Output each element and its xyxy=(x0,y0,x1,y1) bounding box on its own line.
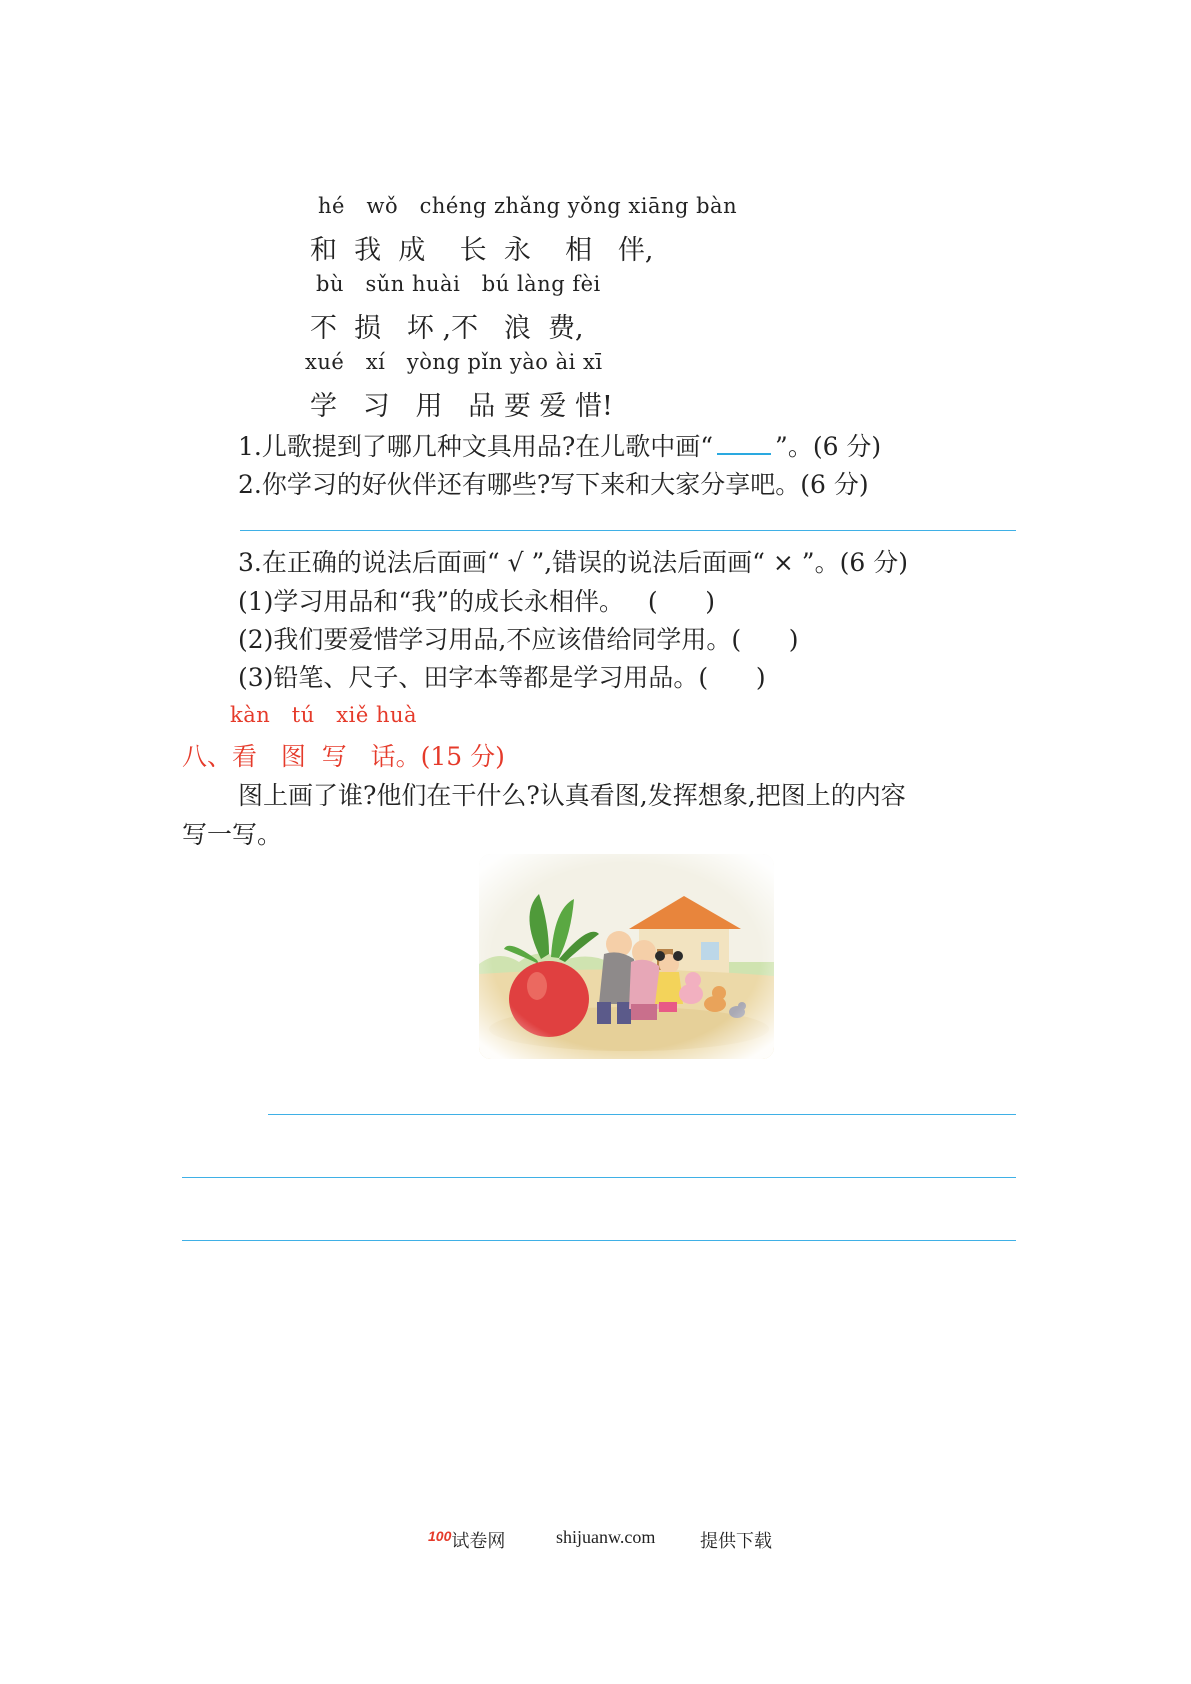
writing-line-1[interactable] xyxy=(268,1114,1016,1115)
pulling-radish-illustration xyxy=(479,854,774,1059)
section-8-pinyin: kàn tú xiě huà xyxy=(230,703,418,727)
underline-sample xyxy=(717,431,771,455)
site-name: 试卷网 xyxy=(451,1531,506,1551)
question-2: 2.你学习的好伙伴还有哪些?写下来和大家分享吧。(6 分) xyxy=(238,470,869,499)
poem-line1-pinyin: hé wǒ chéng zhǎng yǒng xiāng bàn xyxy=(318,194,738,218)
footer-logo[interactable] xyxy=(428,1527,505,1553)
writing-line-3[interactable] xyxy=(182,1240,1016,1241)
question-3-item-2[interactable]: (2)我们要爱惜学习用品,不应该借给同学用。( ) xyxy=(238,625,799,654)
answer-line-q2[interactable] xyxy=(240,530,1016,531)
footer-domain[interactable]: shijuanw.com xyxy=(556,1527,656,1547)
section-8-prompt-line1: 图上画了谁?他们在干什么?认真看图,发挥想象,把图上的内容 xyxy=(238,781,906,810)
section-8-title: 八、看 图 写 话。(15 分) xyxy=(182,742,505,771)
writing-line-2[interactable] xyxy=(182,1177,1016,1178)
question-1 xyxy=(238,427,881,463)
question-1-text-end: ”。(6 分) xyxy=(775,432,882,461)
poem-line2-pinyin: bù sǔn huài bú làng fèi xyxy=(316,272,601,296)
logo-number: 100 xyxy=(428,1528,452,1544)
poem-line3-pinyin: xué xí yòng pǐn yào ài xī xyxy=(305,350,603,374)
poem-line1-chars: 和 我 成 长 永 相 伴, xyxy=(310,235,654,266)
poem-line3-chars: 学 习 用 品 要 爱 惜! xyxy=(310,391,613,422)
poem-line2-chars: 不 损 坏 ,不 浪 费, xyxy=(310,313,584,344)
question-3-item-1[interactable]: (1)学习用品和“我”的成长永相伴。 ( ) xyxy=(238,587,716,616)
section-8-prompt-line2: 写一写。 xyxy=(182,820,283,849)
question-3: 3.在正确的说法后面画“ √ ”,错误的说法后面画“ × ”。(6 分) xyxy=(238,548,908,577)
question-3-item-3[interactable]: (3)铅笔、尺子、田字本等都是学习用品。( ) xyxy=(238,663,766,692)
question-1-text: 1.儿歌提到了哪几种文具用品?在儿歌中画“ xyxy=(238,432,714,461)
footer-provide: 提供下载 xyxy=(700,1531,772,1551)
